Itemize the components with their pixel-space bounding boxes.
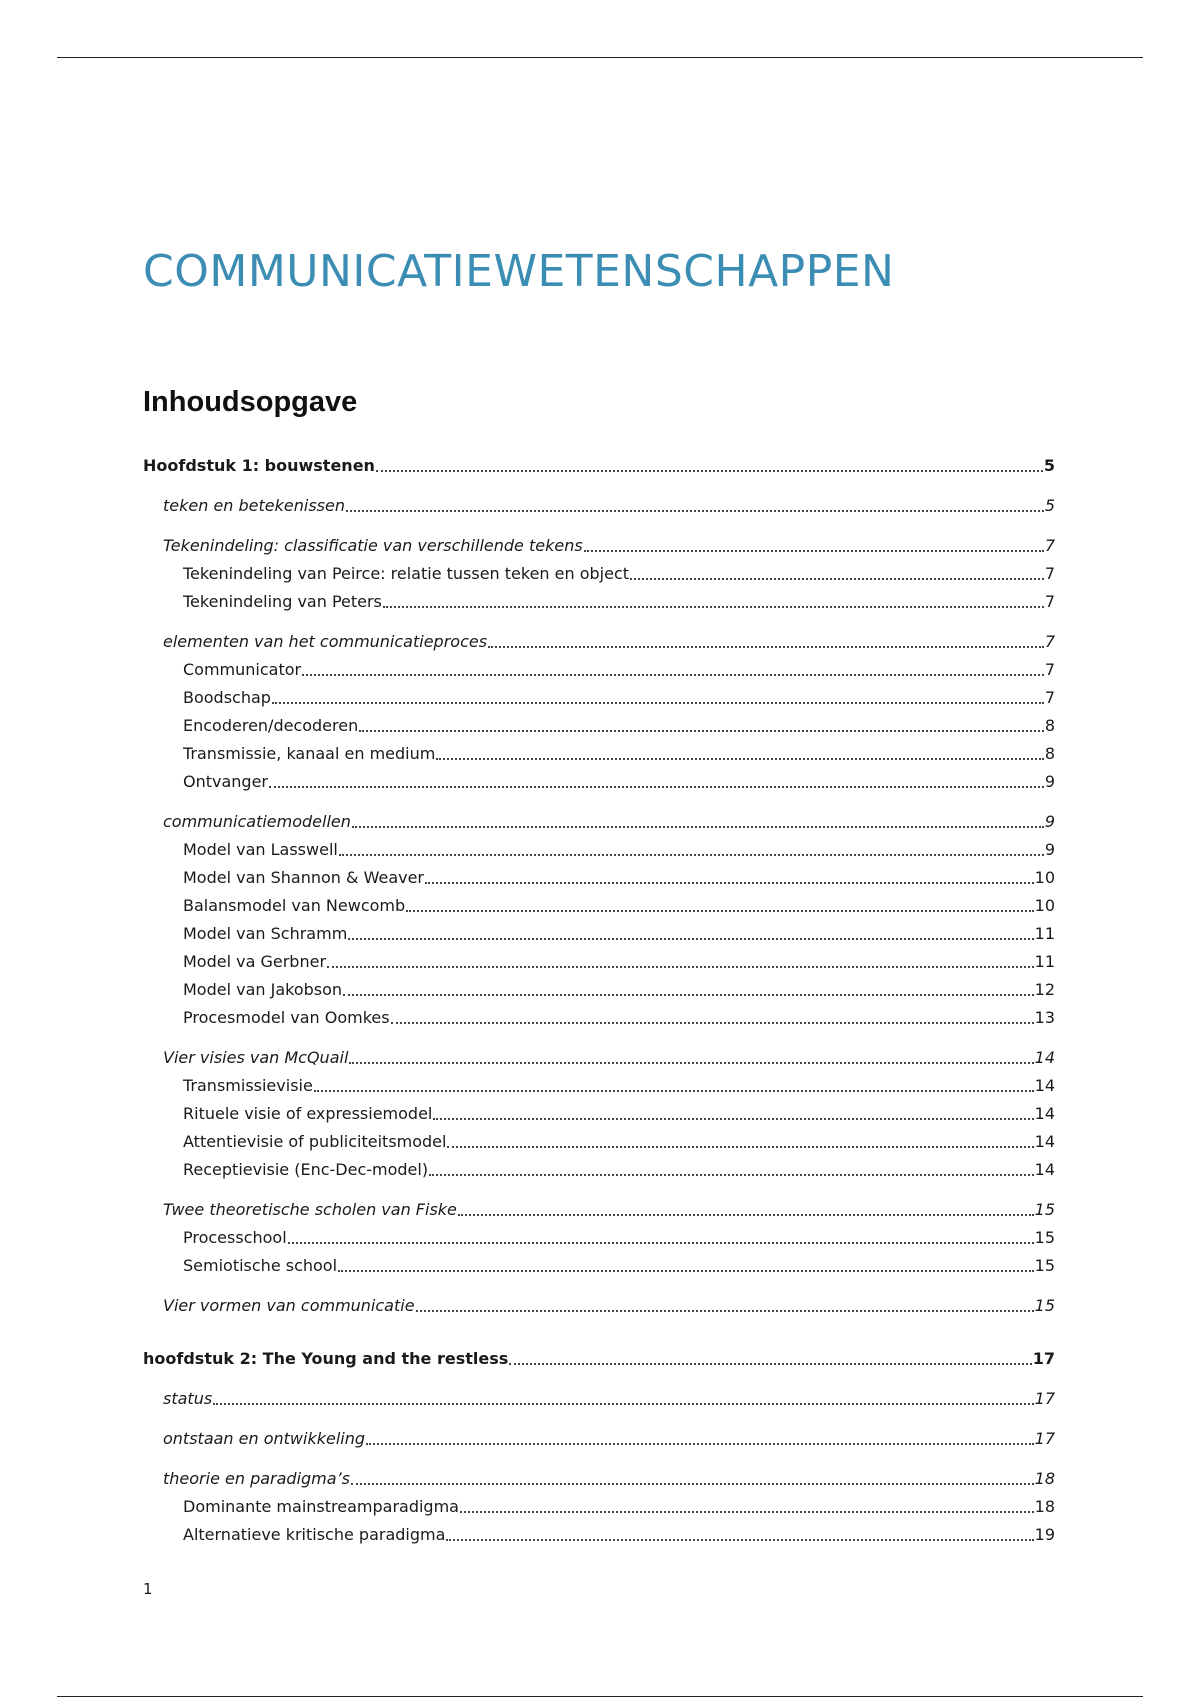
- dot-leader: [269, 786, 1044, 788]
- dot-leader: [343, 994, 1034, 996]
- toc-entry-page-number: 14: [1034, 1104, 1055, 1123]
- toc-entry-label: Dominante mainstreamparadigma: [183, 1497, 459, 1516]
- toc-entry-label: Model van Shannon & Weaver: [183, 868, 425, 887]
- toc-entry-page-number: 7: [1044, 660, 1055, 679]
- toc-entry-page-number: 17: [1034, 1389, 1055, 1408]
- dot-leader: [416, 1310, 1034, 1312]
- toc-entry-page-number: 17: [1034, 1429, 1055, 1448]
- toc-entry[interactable]: [143, 892, 1055, 916]
- dot-leader: [327, 966, 1034, 968]
- toc-entry-label: Processchool: [183, 1228, 287, 1247]
- toc-entry[interactable]: [143, 1252, 1055, 1276]
- toc-entry-label: Model van Lasswell: [183, 840, 338, 859]
- toc-entry-label: Vier visies van McQuail: [163, 1048, 349, 1067]
- toc-entry-label: Hoofdstuk 1: bouwstenen: [143, 456, 375, 475]
- toc-entry-page-number: 18: [1034, 1497, 1055, 1516]
- toc-entry-label: elementen van het communicatieproces: [163, 632, 488, 651]
- toc-entry-label: Communicator: [183, 660, 302, 679]
- toc-entry-label: hoofdstuk 2: The Young and the restless: [143, 1349, 509, 1368]
- toc-entry-page-number: 12: [1034, 980, 1055, 999]
- dot-leader: [288, 1242, 1034, 1244]
- toc-entry-page-number: 15: [1034, 1256, 1055, 1275]
- dot-leader: [458, 1214, 1034, 1216]
- toc-entry-page-number: 5: [1043, 456, 1055, 475]
- toc-entry-page-number: 15: [1034, 1228, 1055, 1247]
- toc-entry[interactable]: [143, 1425, 1055, 1449]
- toc-entry[interactable]: [143, 1385, 1055, 1409]
- toc-entry[interactable]: [143, 452, 1055, 476]
- toc-entry-page-number: 7: [1044, 536, 1055, 555]
- toc-entry-label: Vier vormen van communicatie: [163, 1296, 415, 1315]
- toc-entry-label: communicatiemodellen: [163, 812, 351, 831]
- dot-leader: [348, 938, 1033, 940]
- toc-entry-label: Model va Gerbner: [183, 952, 327, 971]
- dot-leader: [630, 578, 1044, 580]
- toc-entry-page-number: 7: [1044, 564, 1055, 583]
- toc-entry-page-number: 11: [1034, 924, 1055, 943]
- toc-entry[interactable]: [143, 1044, 1055, 1068]
- toc-entry-page-number: 10: [1034, 896, 1055, 915]
- toc-entry[interactable]: [143, 1196, 1055, 1220]
- toc-entry[interactable]: [143, 656, 1055, 680]
- toc-entry-page-number: 19: [1034, 1525, 1055, 1544]
- toc-entry[interactable]: [143, 1465, 1055, 1489]
- toc-entry-label: Boodschap: [183, 688, 271, 707]
- dot-leader: [302, 674, 1044, 676]
- toc-entry[interactable]: [143, 808, 1055, 832]
- toc-entry-page-number: 15: [1034, 1296, 1055, 1315]
- toc-entry-label: Model van Schramm: [183, 924, 348, 943]
- toc-entry[interactable]: [143, 1128, 1055, 1152]
- dot-leader: [446, 1539, 1033, 1541]
- toc-entry-page-number: 11: [1034, 952, 1055, 971]
- toc-entry[interactable]: [143, 1072, 1055, 1096]
- toc-entry-label: Model van Jakobson: [183, 980, 343, 999]
- dot-leader: [366, 1443, 1034, 1445]
- dot-leader: [460, 1511, 1034, 1513]
- toc-entry-page-number: 14: [1034, 1048, 1055, 1067]
- toc-entry-label: Ontvanger: [183, 772, 268, 791]
- toc-entry-page-number: 8: [1044, 716, 1055, 735]
- dot-leader: [272, 702, 1044, 704]
- dot-leader: [436, 758, 1043, 760]
- toc-entry[interactable]: [143, 1521, 1055, 1545]
- toc-entry[interactable]: [143, 1100, 1055, 1124]
- header-rule: [57, 57, 1143, 58]
- toc-entry-page-number: 14: [1034, 1160, 1055, 1179]
- toc-entry-label: Twee theoretische scholen van Fiske: [163, 1200, 457, 1219]
- toc-entry-page-number: 14: [1034, 1132, 1055, 1151]
- toc-entry[interactable]: [143, 1345, 1055, 1369]
- toc-entry-page-number: 17: [1032, 1349, 1055, 1368]
- toc-entry-page-number: 10: [1034, 868, 1055, 887]
- toc-entry-label: Semiotische school: [183, 1256, 338, 1275]
- dot-leader: [338, 1270, 1034, 1272]
- toc-entry-page-number: 7: [1044, 592, 1055, 611]
- dot-leader: [488, 646, 1044, 648]
- toc-heading: Inhoudsopgave: [143, 386, 358, 418]
- toc-entry-page-number: 5: [1044, 496, 1055, 515]
- toc-entry-label: Transmissievisie: [183, 1076, 313, 1095]
- dot-leader: [391, 1022, 1034, 1024]
- toc-entry-label: Attentievisie of publiciteitsmodel: [183, 1132, 447, 1151]
- dot-leader: [433, 1118, 1033, 1120]
- toc-entry[interactable]: [143, 1004, 1055, 1028]
- toc-entry-label: Encoderen/decoderen: [183, 716, 359, 735]
- dot-leader: [359, 730, 1044, 732]
- dot-leader: [339, 854, 1044, 856]
- toc-entry[interactable]: [143, 712, 1055, 736]
- toc-entry[interactable]: [143, 1292, 1055, 1316]
- toc-entry-label: Tekenindeling van Peirce: relatie tussen teken en object: [183, 564, 630, 583]
- toc-entry-page-number: 15: [1034, 1200, 1055, 1219]
- toc-entry[interactable]: [143, 976, 1055, 1000]
- toc-entry-label: status: [163, 1389, 213, 1408]
- toc-entry-page-number: 8: [1044, 744, 1055, 763]
- toc-entry-page-number: 9: [1044, 812, 1055, 831]
- dot-leader: [429, 1174, 1034, 1176]
- toc-entry-page-number: 7: [1044, 688, 1055, 707]
- dot-leader: [351, 1483, 1034, 1485]
- toc-entry-label: teken en betekenissen: [163, 496, 345, 515]
- toc-entry-page-number: 7: [1044, 632, 1055, 651]
- toc-entry-label: theorie en paradigma’s: [163, 1469, 350, 1488]
- toc-entry-page-number: 18: [1034, 1469, 1055, 1488]
- toc-entry-label: Alternatieve kritische paradigma: [183, 1525, 446, 1544]
- toc-entry[interactable]: [143, 740, 1055, 764]
- toc-entry[interactable]: [143, 864, 1055, 888]
- dot-leader: [213, 1403, 1033, 1405]
- dot-leader: [376, 470, 1043, 472]
- toc-entry[interactable]: [143, 920, 1055, 944]
- toc-entry[interactable]: [143, 836, 1055, 860]
- toc-entry-label: Procesmodel van Oomkes: [183, 1008, 390, 1027]
- toc-entry-page-number: 9: [1044, 772, 1055, 791]
- toc-entry-label: Receptievisie (Enc-Dec-model): [183, 1160, 429, 1179]
- dot-leader: [346, 510, 1044, 512]
- toc-entry-label: Tekenindeling: classificatie van verschillende tekens: [163, 536, 583, 555]
- toc-entry[interactable]: [143, 684, 1055, 708]
- toc-entry[interactable]: [143, 1493, 1055, 1517]
- toc-entry[interactable]: [143, 948, 1055, 972]
- dot-leader: [425, 882, 1034, 884]
- toc-entry-label: ontstaan en ontwikkeling: [163, 1429, 366, 1448]
- toc-entry[interactable]: [143, 1156, 1055, 1180]
- dot-leader: [447, 1146, 1033, 1148]
- document-title: COMMUNICATIEWETENSCHAPPEN: [143, 246, 895, 297]
- toc-entry-page-number: 14: [1034, 1076, 1055, 1095]
- toc-entry[interactable]: [143, 768, 1055, 792]
- toc-entry[interactable]: [143, 628, 1055, 652]
- toc-entry-page-number: 9: [1044, 840, 1055, 859]
- dot-leader: [584, 550, 1044, 552]
- toc-entry[interactable]: [143, 588, 1055, 612]
- page-number: 1: [143, 1580, 153, 1598]
- toc-entry[interactable]: [143, 532, 1055, 556]
- dot-leader: [352, 826, 1044, 828]
- toc-entry-page-number: 13: [1034, 1008, 1055, 1027]
- toc-entry-label: Transmissie, kanaal en medium: [183, 744, 436, 763]
- dot-leader: [509, 1363, 1031, 1365]
- toc-entry[interactable]: [143, 560, 1055, 584]
- footer-rule: [57, 1696, 1143, 1697]
- toc-entry-label: Tekenindeling van Peters: [183, 592, 382, 611]
- dot-leader: [383, 606, 1044, 608]
- dot-leader: [349, 1062, 1033, 1064]
- toc-entry[interactable]: [143, 1224, 1055, 1248]
- toc-entry-label: Rituele visie of expressiemodel: [183, 1104, 433, 1123]
- dot-leader: [406, 910, 1034, 912]
- dot-leader: [314, 1090, 1034, 1092]
- toc-entry[interactable]: [143, 492, 1055, 516]
- toc-entry-label: Balansmodel van Newcomb: [183, 896, 406, 915]
